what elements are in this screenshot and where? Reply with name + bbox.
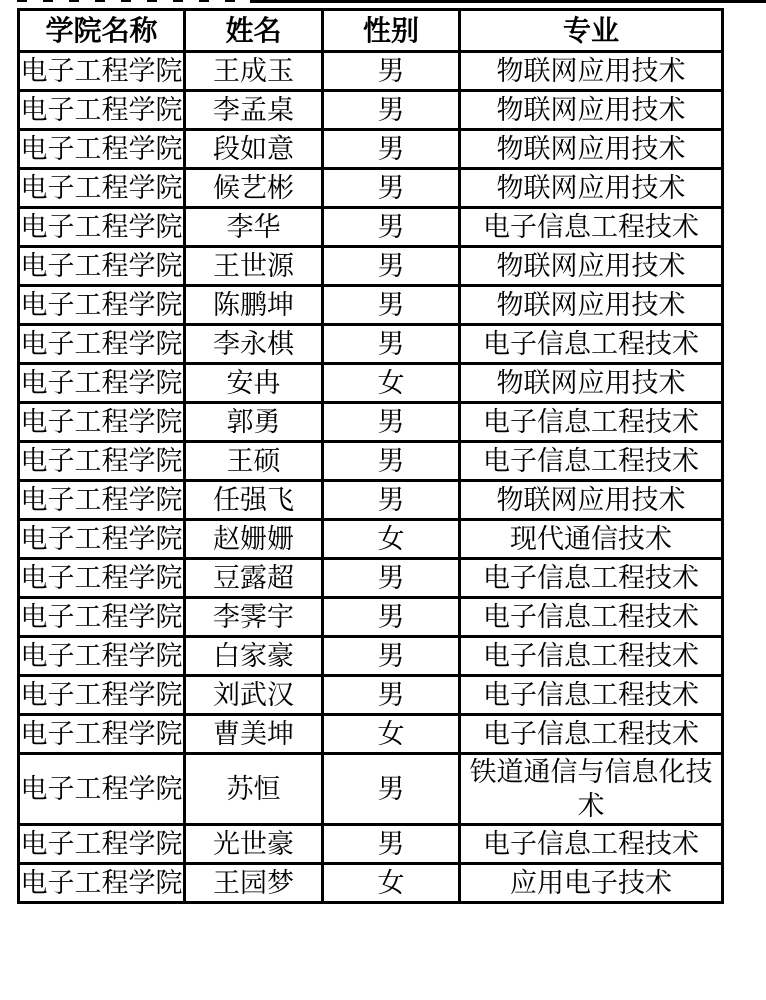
cell-gender: 男: [323, 598, 460, 637]
cell-major: 物联网应用技术: [460, 364, 723, 403]
table-row: [19, 715, 723, 754]
cell-college: 电子工程学院: [19, 325, 185, 364]
cell-college: 电子工程学院: [19, 208, 185, 247]
cell-name: 王世源: [185, 247, 323, 286]
table-row: [19, 520, 723, 559]
table-row: [19, 286, 723, 325]
table-row: [19, 403, 723, 442]
cell-major: 电子信息工程技术: [460, 442, 723, 481]
cell-name: 李霁宇: [185, 598, 323, 637]
table-row: [19, 130, 723, 169]
cell-name: 豆露超: [185, 559, 323, 598]
cell-gender: 男: [323, 403, 460, 442]
cell-gender: 男: [323, 637, 460, 676]
table-row: [19, 754, 723, 825]
table-row: [19, 52, 723, 91]
cell-college: 电子工程学院: [19, 676, 185, 715]
header-row: [19, 10, 723, 52]
table-row: [19, 637, 723, 676]
cell-gender: 男: [323, 169, 460, 208]
cell-name: 候艺彬: [185, 169, 323, 208]
cell-college: 电子工程学院: [19, 825, 185, 864]
table-row: [19, 676, 723, 715]
cell-college: 电子工程学院: [19, 481, 185, 520]
student-roster-table: [17, 8, 724, 904]
table-row: [19, 364, 723, 403]
cell-gender: 男: [323, 52, 460, 91]
cell-name: 任强飞: [185, 481, 323, 520]
cell-gender: 男: [323, 442, 460, 481]
cell-college: 电子工程学院: [19, 91, 185, 130]
cell-major: 电子信息工程技术: [460, 403, 723, 442]
cell-college: 电子工程学院: [19, 364, 185, 403]
cell-gender: 女: [323, 364, 460, 403]
table-row: [19, 864, 723, 903]
cell-college: 电子工程学院: [19, 864, 185, 903]
cell-major: 电子信息工程技术: [460, 559, 723, 598]
table-row: [19, 247, 723, 286]
cell-college: 电子工程学院: [19, 247, 185, 286]
table-row: [19, 598, 723, 637]
cell-name: 赵姗姗: [185, 520, 323, 559]
cell-name: 安冉: [185, 364, 323, 403]
cell-major: 电子信息工程技术: [460, 637, 723, 676]
table-row: [19, 169, 723, 208]
cell-gender: 男: [323, 754, 460, 825]
table-row: [19, 559, 723, 598]
cell-gender: 男: [323, 91, 460, 130]
cell-major: 电子信息工程技术: [460, 325, 723, 364]
cell-major: 物联网应用技术: [460, 91, 723, 130]
cell-gender: 男: [323, 286, 460, 325]
cell-name: 郭勇: [185, 403, 323, 442]
table-row: [19, 325, 723, 364]
cell-major: 物联网应用技术: [460, 169, 723, 208]
cell-gender: 男: [323, 325, 460, 364]
cell-name: 李孟桌: [185, 91, 323, 130]
column-header-gender: 性别: [323, 10, 460, 52]
table-row: [19, 442, 723, 481]
cell-gender: 男: [323, 247, 460, 286]
cropped-row-artifact: [17, 0, 766, 3]
cell-gender: 男: [323, 208, 460, 247]
column-header-college: 学院名称: [19, 10, 185, 52]
cell-gender: 女: [323, 520, 460, 559]
cell-name: 白家豪: [185, 637, 323, 676]
cell-major: 物联网应用技术: [460, 286, 723, 325]
cell-gender: 男: [323, 559, 460, 598]
cell-college: 电子工程学院: [19, 754, 185, 825]
cell-gender: 男: [323, 825, 460, 864]
cell-college: 电子工程学院: [19, 520, 185, 559]
cell-name: 刘武汉: [185, 676, 323, 715]
cell-name: 王成玉: [185, 52, 323, 91]
cell-college: 电子工程学院: [19, 442, 185, 481]
cell-major: 物联网应用技术: [460, 52, 723, 91]
cell-major: 现代通信技术: [460, 520, 723, 559]
cell-name: 光世豪: [185, 825, 323, 864]
cell-name: 王硕: [185, 442, 323, 481]
cell-college: 电子工程学院: [19, 286, 185, 325]
cell-name: 陈鹏坤: [185, 286, 323, 325]
cell-college: 电子工程学院: [19, 130, 185, 169]
cell-college: 电子工程学院: [19, 52, 185, 91]
cell-gender: 男: [323, 676, 460, 715]
cell-major: 电子信息工程技术: [460, 715, 723, 754]
cell-gender: 女: [323, 715, 460, 754]
cell-major: 物联网应用技术: [460, 130, 723, 169]
cropped-row-artifact-solid-segment: [250, 0, 766, 3]
cell-major: 电子信息工程技术: [460, 825, 723, 864]
cell-college: 电子工程学院: [19, 403, 185, 442]
cell-name: 曹美坤: [185, 715, 323, 754]
cell-major: 电子信息工程技术: [460, 676, 723, 715]
cell-college: 电子工程学院: [19, 559, 185, 598]
cell-major: 物联网应用技术: [460, 481, 723, 520]
table-row: [19, 481, 723, 520]
cell-major: 物联网应用技术: [460, 247, 723, 286]
table-row: [19, 91, 723, 130]
cell-gender: 女: [323, 864, 460, 903]
cell-college: 电子工程学院: [19, 637, 185, 676]
cell-major: 铁道通信与信息化技术: [460, 754, 723, 825]
cell-name: 王园梦: [185, 864, 323, 903]
cell-gender: 男: [323, 481, 460, 520]
cell-name: 李华: [185, 208, 323, 247]
cell-college: 电子工程学院: [19, 715, 185, 754]
cell-gender: 男: [323, 130, 460, 169]
table-row: [19, 825, 723, 864]
column-header-name: 姓名: [185, 10, 323, 52]
cell-name: 苏恒: [185, 754, 323, 825]
column-header-major: 专业: [460, 10, 723, 52]
cell-major: 电子信息工程技术: [460, 208, 723, 247]
cropped-row-artifact-dashed-segment: [17, 0, 250, 2]
cell-major: 电子信息工程技术: [460, 598, 723, 637]
cell-name: 李永棋: [185, 325, 323, 364]
cell-name: 段如意: [185, 130, 323, 169]
cell-college: 电子工程学院: [19, 169, 185, 208]
table-row: [19, 208, 723, 247]
cell-major: 应用电子技术: [460, 864, 723, 903]
cell-college: 电子工程学院: [19, 598, 185, 637]
